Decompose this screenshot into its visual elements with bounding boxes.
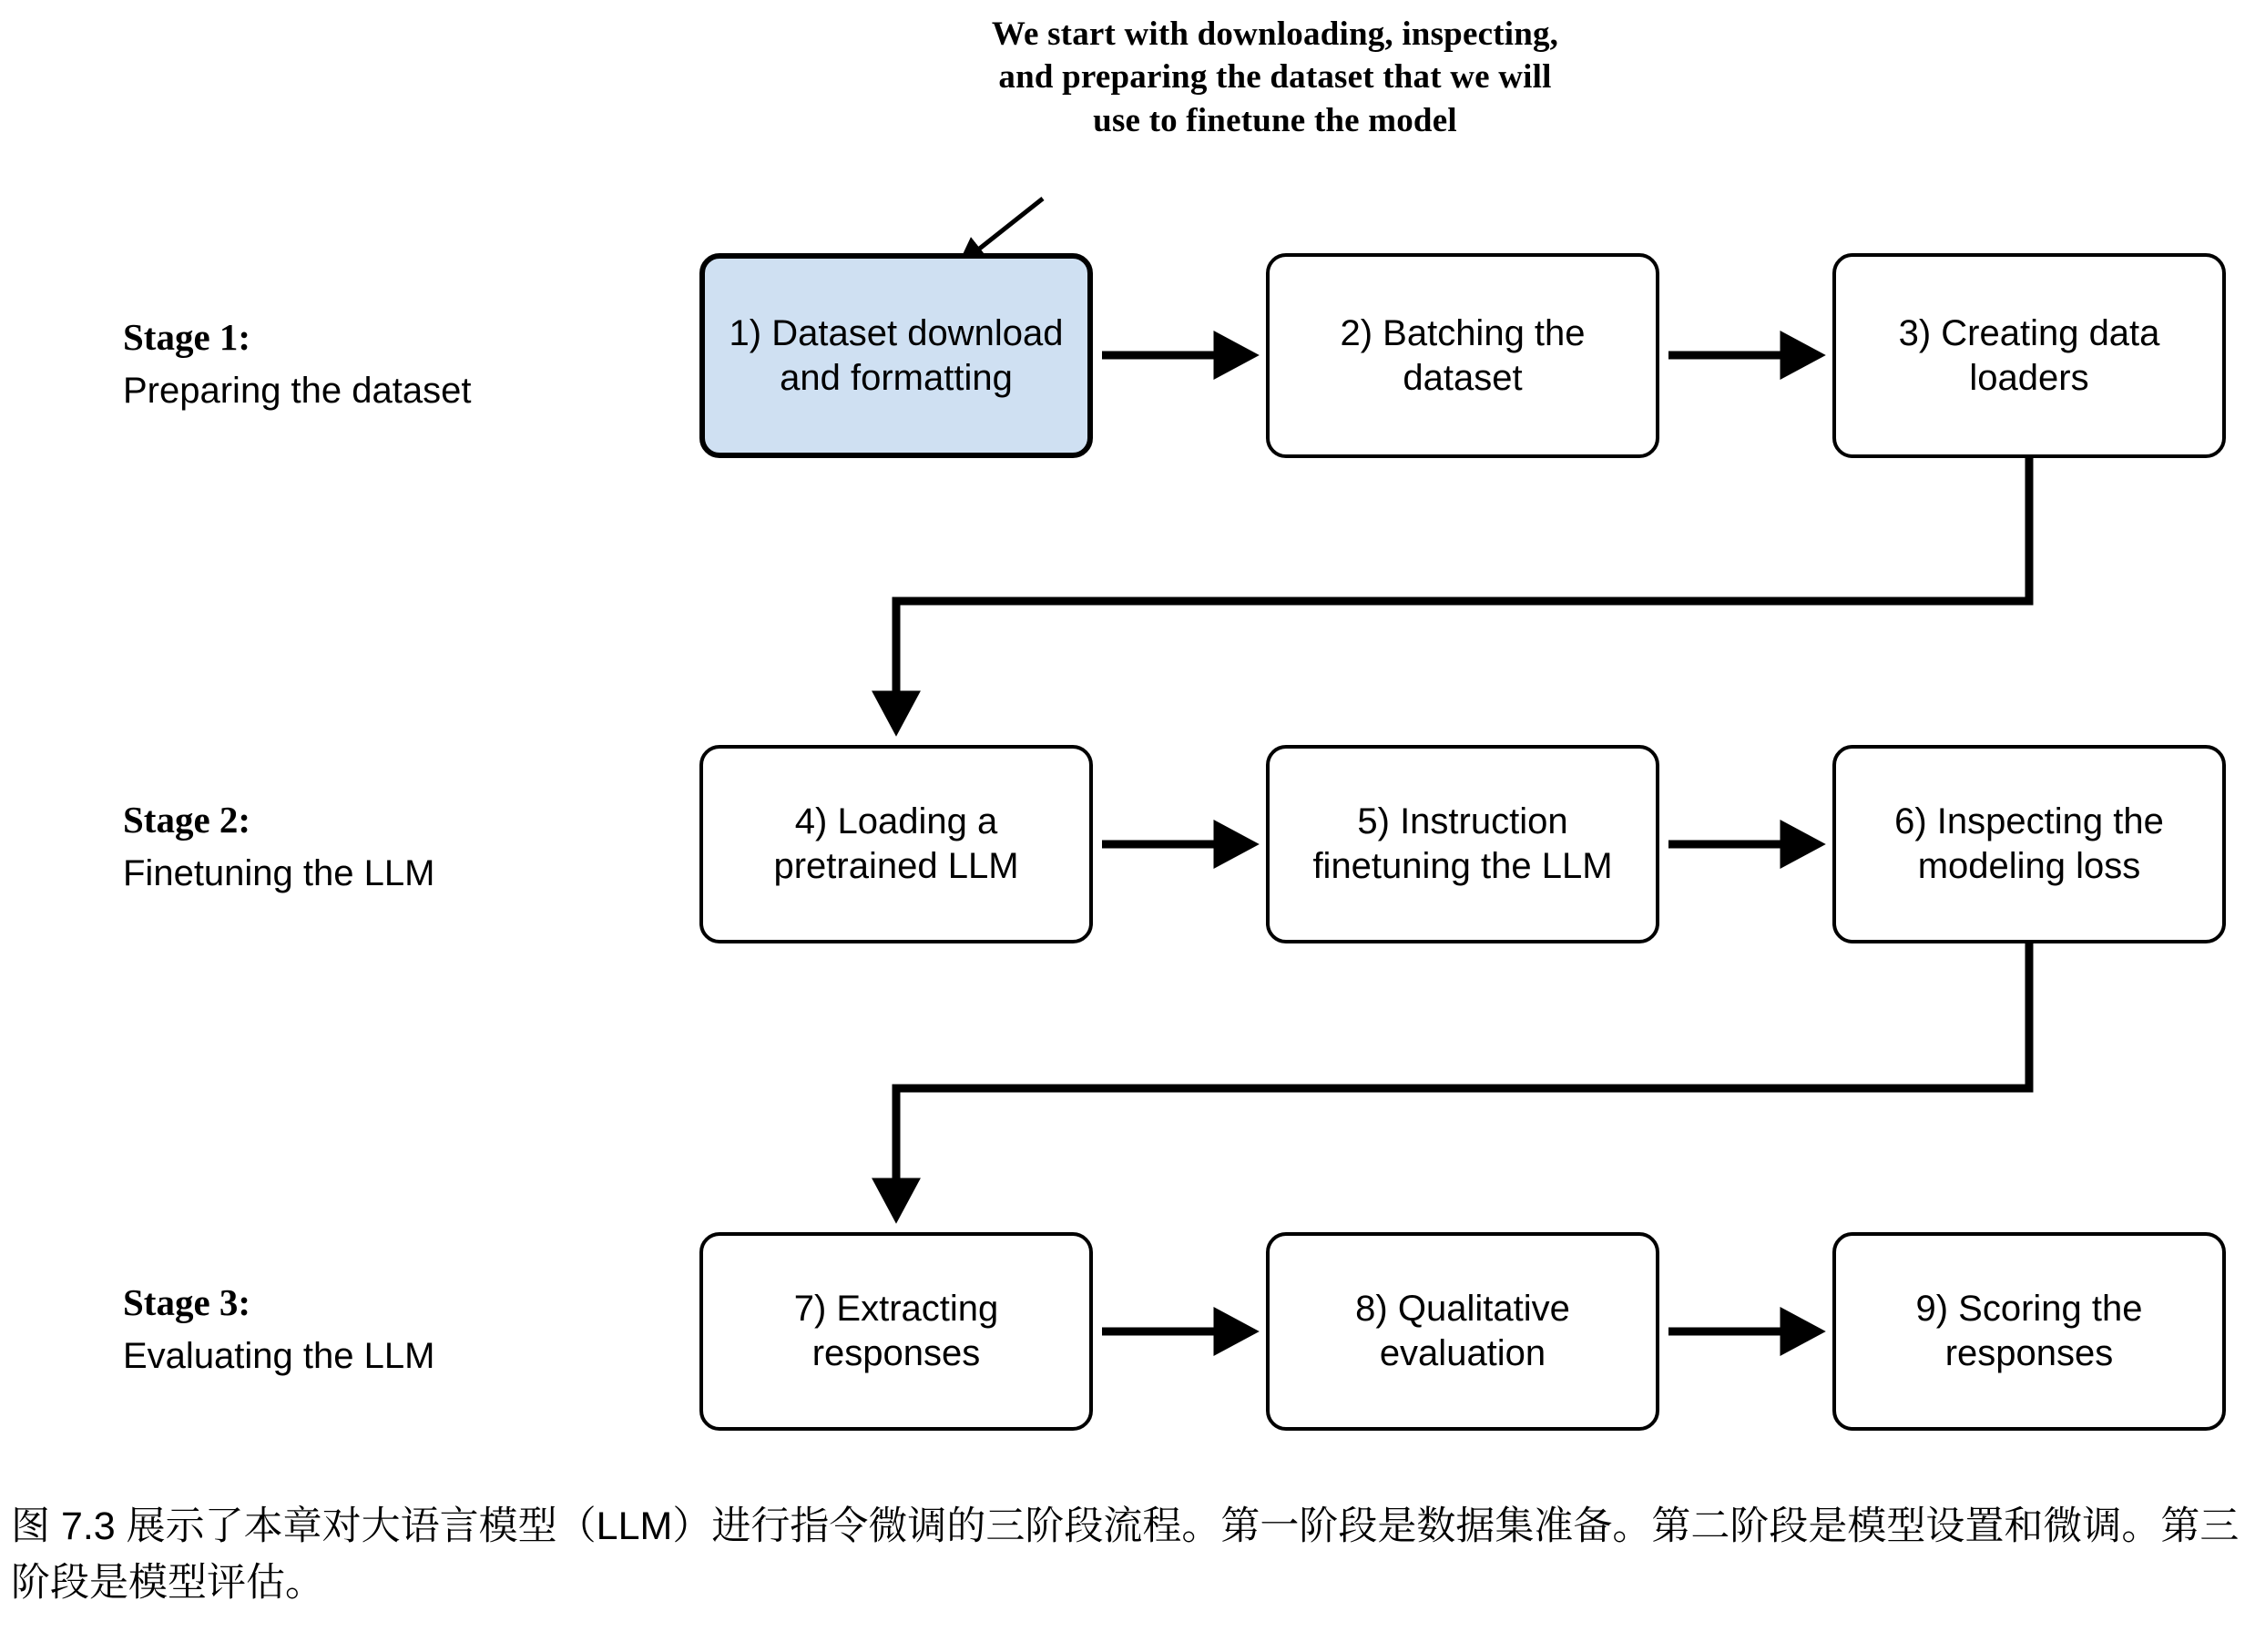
arrow-6-to-7 xyxy=(896,943,2029,1214)
stage-2-title: Stage 2: xyxy=(123,799,251,841)
node-creating-data-loaders[interactable]: 3) Creating data loaders xyxy=(1832,253,2226,458)
node-scoring-the-responses[interactable]: 9) Scoring the responses xyxy=(1832,1232,2226,1431)
arrow-3-to-4 xyxy=(896,458,2029,727)
stage-2-subtitle: Finetuning the LLM xyxy=(123,853,435,894)
node-inspecting-the-modeling-loss[interactable]: 6) Inspecting the modeling loss xyxy=(1832,745,2226,943)
stage-1-title: Stage 1: xyxy=(123,316,251,358)
stage-3-subtitle: Evaluating the LLM xyxy=(123,1336,435,1377)
node-instruction-finetuning-the-llm[interactable]: 5) Instruction finetuning the LLM xyxy=(1266,745,1659,943)
annotation-line-2: and preparing the dataset that we will xyxy=(998,58,1552,97)
stage-3-title: Stage 3: xyxy=(123,1281,251,1323)
stage-label-3 xyxy=(123,1280,633,1379)
stage-1-subtitle: Preparing the dataset xyxy=(123,371,472,412)
stage-label-2 xyxy=(123,797,633,896)
annotation-callout xyxy=(920,13,1630,142)
annotation-line-3: use to finetune the model xyxy=(1093,101,1457,139)
figure-caption: 图 7.3 展示了本章对大语言模型（LLM）进行指令微调的三阶段流程。第一阶段是数据集准备。第二阶段是模型设置和微调。第三阶段是模型评估。 xyxy=(11,1504,2240,1606)
node-loading-a-pretrained-llm[interactable]: 4) Loading a pretrained LLM xyxy=(699,745,1093,943)
stage-label-1 xyxy=(123,314,633,413)
node-batching-the-dataset[interactable]: 2) Batching the dataset xyxy=(1266,253,1659,458)
node-qualitative-evaluation[interactable]: 8) Qualitative evaluation xyxy=(1266,1232,1659,1431)
annotation-line-1: We start with downloading, inspecting, xyxy=(991,15,1559,53)
node-dataset-download-and-formatting[interactable]: 1) Dataset download and formatting xyxy=(699,253,1093,458)
node-extracting-responses[interactable]: 7) Extracting responses xyxy=(699,1232,1093,1431)
